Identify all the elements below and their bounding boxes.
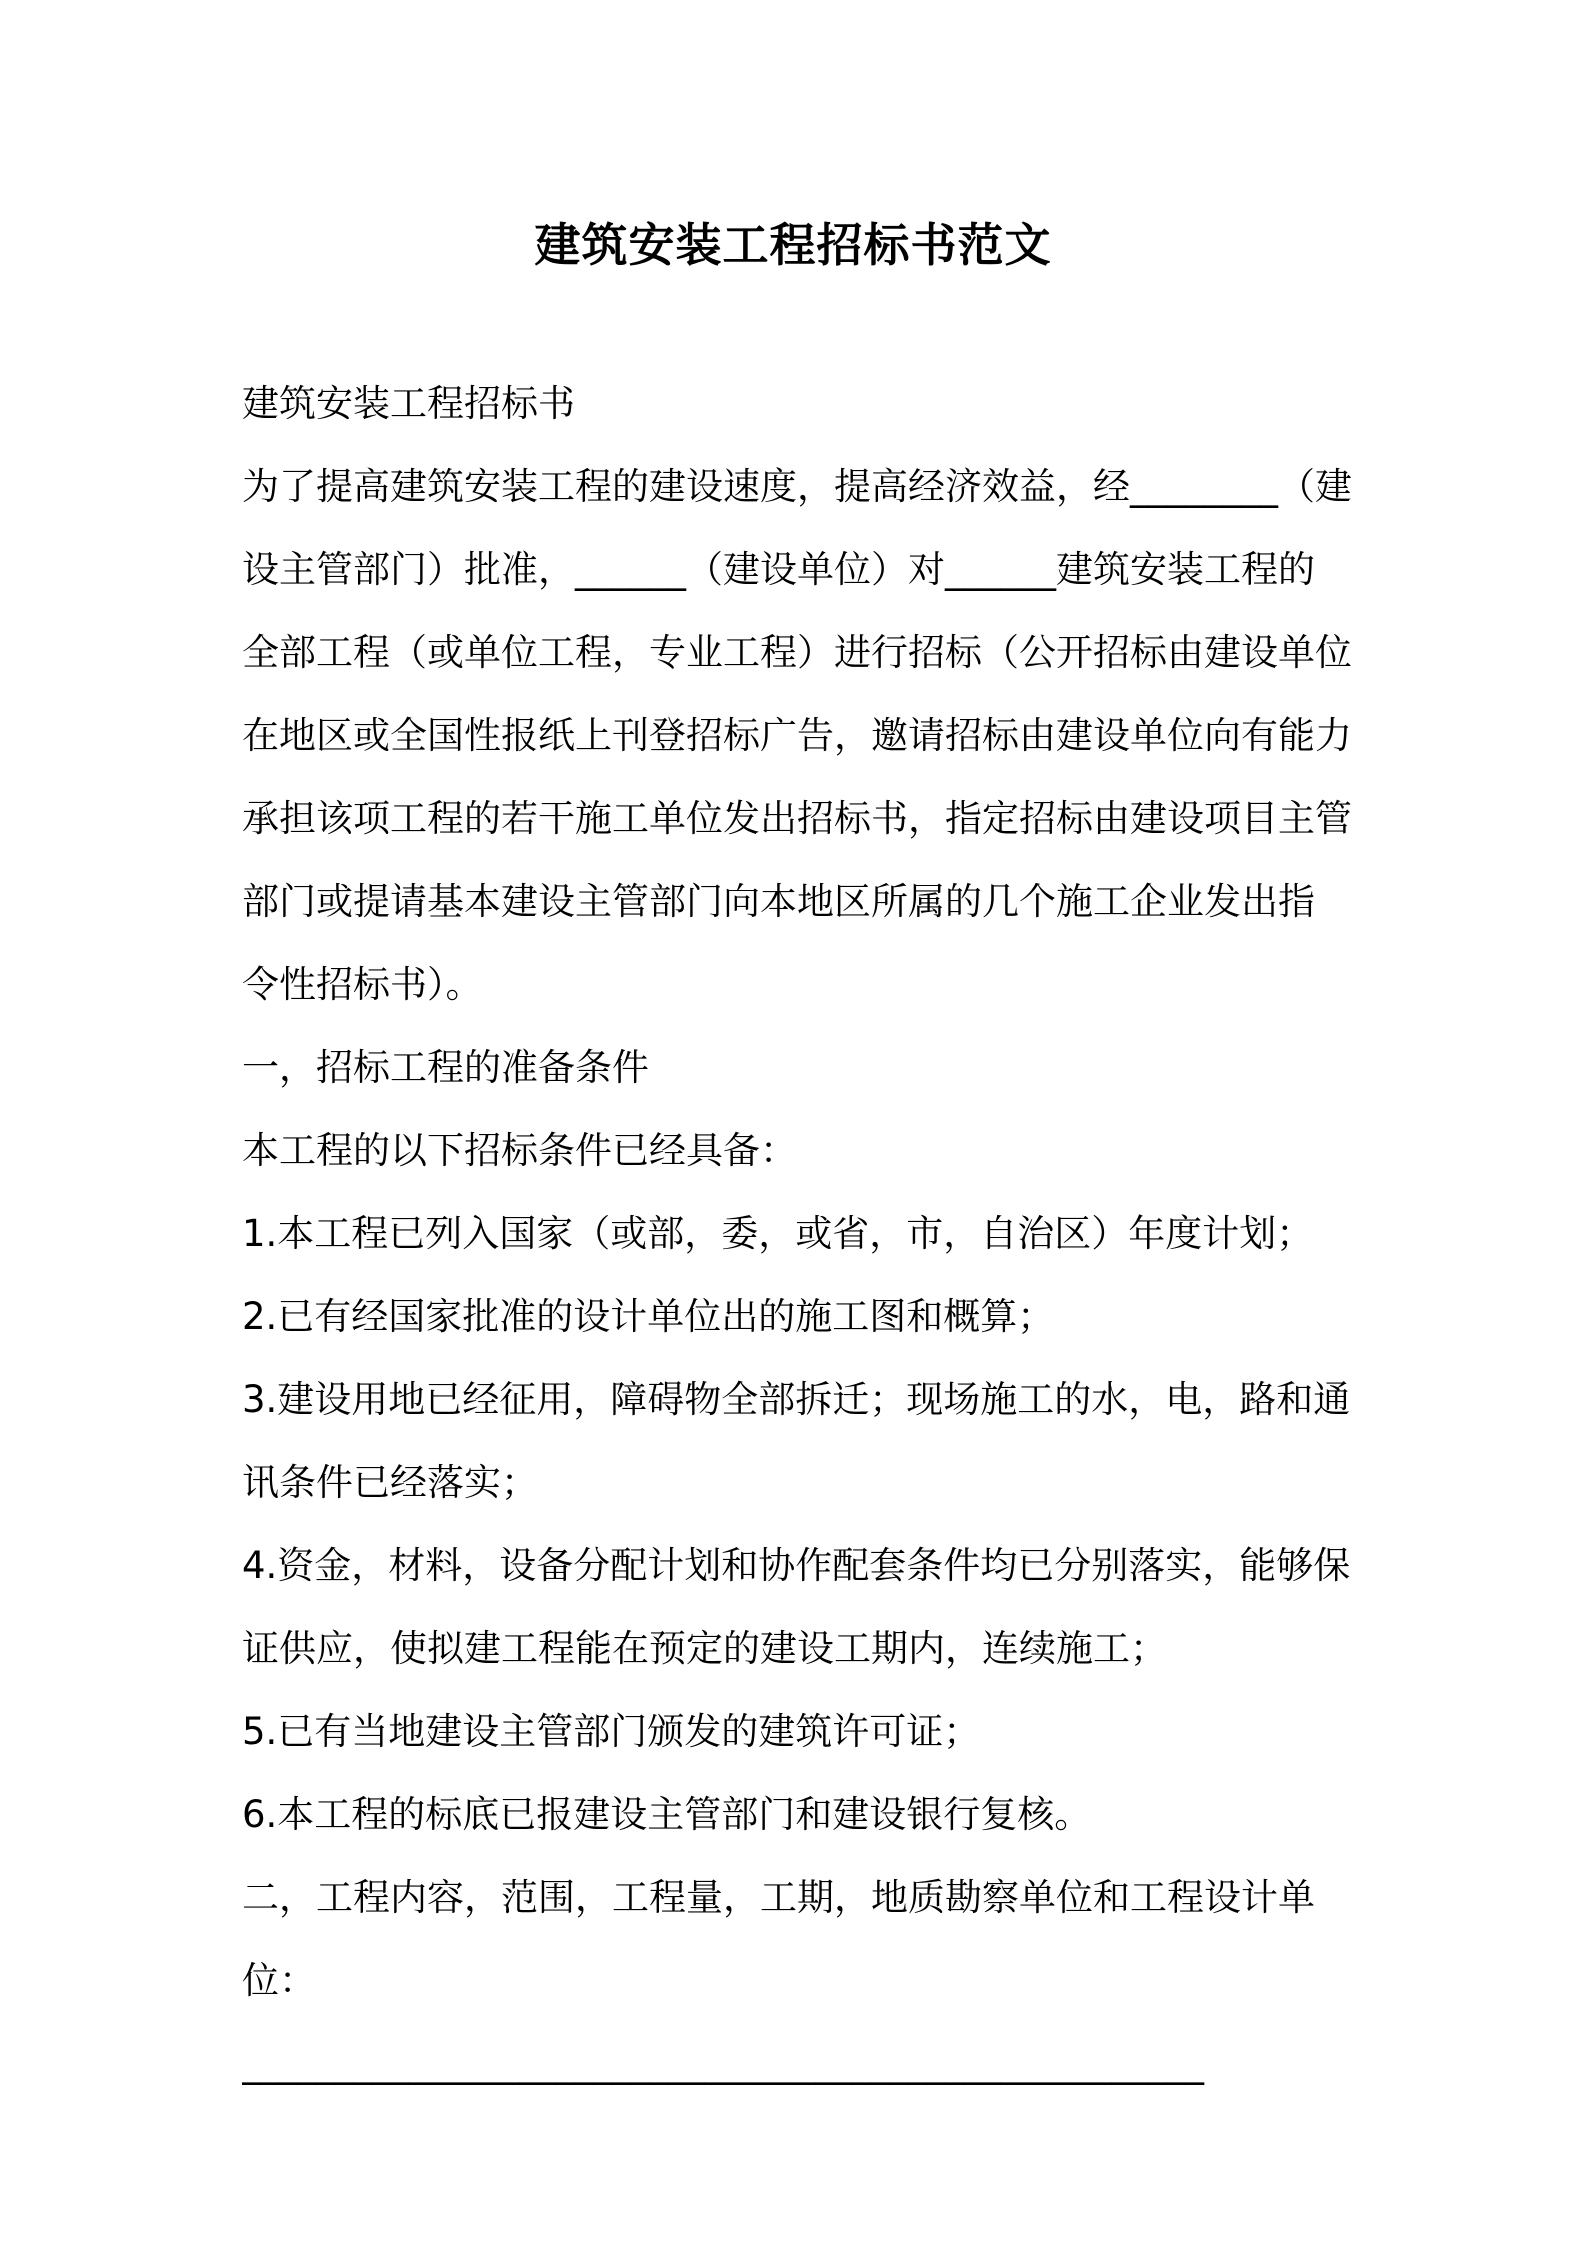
section-heading: 二，工程内容，范围，工程量，工期，地质勘察单位和工程设计单位： [242, 1876, 1315, 2002]
document-body [242, 362, 1362, 2105]
paragraph-line: 承担该项工程的若干施工单位发出招标书，指定招标由建设项目主管 [242, 797, 1352, 840]
list-item: 1.本工程已列入国家（或部，委，或省，市，自治区）年度计划； [242, 1212, 1314, 1255]
list-item: 3.建设用地已经征用，障碍物全部拆迁；现场施工的水，电，路和通 [242, 1378, 1351, 1421]
paragraph-line: 设主管部门）批准，______（建设单位）对______建筑安装工程的 [242, 548, 1315, 591]
paragraph-line: 全部工程（或单位工程，专业工程）进行招标（公开招标由建设单位 [242, 631, 1352, 674]
paragraph-line: 令性招标书）。 [242, 963, 483, 1006]
paragraph-line: 在地区或全国性报纸上刊登招标广告，邀请招标由建设单位向有能力 [242, 714, 1352, 757]
list-item: 2.已有经国家批准的设计单位出的施工图和概算； [242, 1295, 1055, 1338]
paragraph-line: 为了提高建筑安装工程的建设速度，提高经济效益，经________（建 [242, 465, 1352, 508]
list-item-continuation: 证供应，使拟建工程能在预定的建设工期内，连续施工； [242, 1627, 1167, 1670]
blank-fill-line: ____________________________________________________ [242, 2042, 1204, 2085]
paragraph-line: 本工程的以下招标条件已经具备： [242, 1129, 797, 1172]
document-title: 建筑安装工程招标书范文 [534, 218, 1052, 272]
section-heading: 一，招标工程的准备条件 [242, 1046, 649, 1089]
list-item-continuation: 讯条件已经落实； [242, 1461, 538, 1504]
list-item: 6.本工程的标底已报建设主管部门和建设银行复核。 [242, 1793, 1092, 1836]
paragraph-line: 部门或提请基本建设主管部门向本地区所属的几个施工企业发出指 [242, 880, 1315, 923]
subtitle-line: 建筑安装工程招标书 [242, 382, 575, 425]
list-item: 5.已有当地建设主管部门颁发的建筑许可证； [242, 1710, 981, 1753]
list-item: 4.资金，材料，设备分配计划和协作配套条件均已分别落实，能够保 [242, 1544, 1351, 1587]
